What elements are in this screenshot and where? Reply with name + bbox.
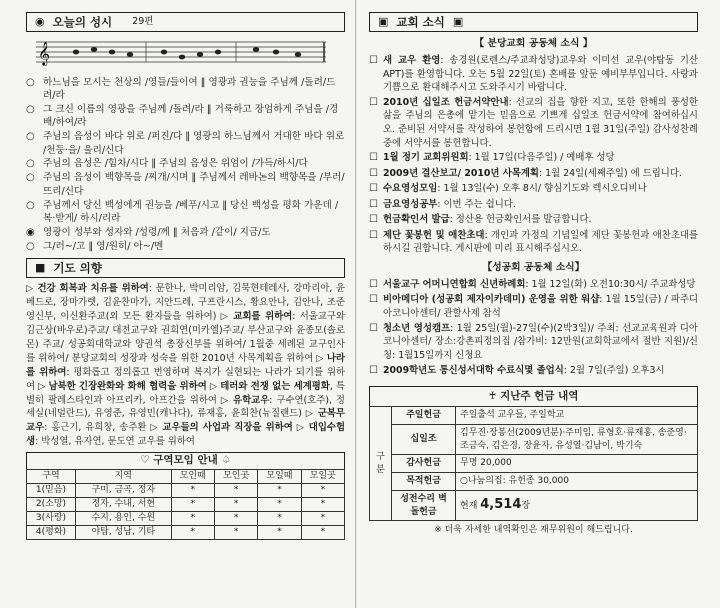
table-cell: * — [214, 512, 257, 526]
notice-item — [369, 151, 698, 166]
notice-lead: 2010년 십일조 헌금서약안내 — [383, 96, 509, 108]
notice-list — [369, 54, 698, 256]
verse-text: 영광이 성부와 성자와 /성령/께 ‖ 처음과 /같이/ 지금/도 — [43, 226, 271, 238]
triangle-icon: ▷ — [26, 283, 38, 295]
music-staff — [36, 38, 326, 66]
offering-label: 목적헌금 — [392, 473, 456, 491]
prayer-text: : 문한나, 박미리암, 김묵현테레사, 강마리아, 윤베드로, 장마가렛, 김윤찬마가, 지안드레, 구프란시스, 황요안나, 김안나, 조준영신부, 이신환주교(외 모든 환자들을 위하여) — [26, 283, 345, 323]
square-icon: ▣ — [452, 15, 464, 29]
notice-text: : 2월 7일(주일) 오후3시 — [563, 364, 665, 376]
table-row — [27, 498, 345, 512]
notice-text: : 정산용 헌금확인서를 발급합니다. — [449, 214, 592, 226]
notice-item — [369, 364, 698, 379]
hymn-title: 오늘의 성시 — [52, 14, 113, 29]
svg-text:𝄞: 𝄞 — [38, 41, 50, 65]
checkbox-icon: ☐ — [369, 214, 378, 226]
hymn-verses — [26, 76, 345, 255]
notice-item — [369, 278, 698, 293]
table-cell: * — [301, 512, 344, 526]
brick-prefix: 현재 — [460, 501, 478, 512]
district-table — [26, 469, 345, 540]
verse-text: 그/러~/고 ‖ 영/원히/ 아~/멘 — [43, 241, 164, 253]
notice-text: : 1월 12일(화) 오전10:30시/ 주교좌성당 — [525, 278, 696, 290]
table-cell: * — [214, 498, 257, 512]
notice-item — [369, 167, 698, 182]
notice-item — [369, 96, 698, 151]
notice-lead: 2009학년도 통신성서대학 수료식몇 졸업식 — [383, 364, 564, 376]
table-row — [370, 455, 698, 473]
news-header — [369, 12, 698, 32]
triangle-icon: ▷ — [220, 311, 234, 323]
prayer-text: : 홍근기, 유희창, 송주환 — [44, 422, 147, 434]
notice-text: : 선교의 집을 향한 지고, 또한 한해의 풍성한 삶을 주님의 은총에 맡기는 믿음으로 기쁘게 십일조 헌금서약에 참여하십시오. 준비된 서약서를 작성하여 봉헌함에 드리시면 1월 31일(주일) 감사성찬례 중에 서약서를 봉헌합니다. — [383, 96, 698, 149]
notice-item — [369, 229, 698, 256]
left-page — [0, 0, 356, 608]
table-cell: * — [258, 498, 301, 512]
table-cell: * — [171, 526, 214, 540]
hymn-header — [26, 12, 345, 32]
notice-lead: 1월 정기 교회위원회 — [383, 152, 469, 164]
offering-value: 무명 20,000 — [456, 455, 698, 473]
prayer-text: : 구수연(호주), 정세실(네덜란드), 유영준, 유영민(캐나다), 류재홍, 윤희찬(뉴질랜드) — [26, 394, 345, 420]
triangle-icon: ▷ — [38, 380, 49, 392]
category-cell: 구분 — [370, 407, 392, 521]
prayer-lead: 군복무교우 — [26, 408, 345, 434]
verse-text: 하느님을 모시는 천상의 /영들/들이여 ‖ 영광과 권능을 주님께 /돌려/드려/라 — [43, 76, 336, 102]
column-header: 모인곳 — [214, 470, 257, 484]
spade-icon: ♤ — [217, 454, 231, 467]
verse-radio-icon: ○ — [26, 172, 35, 184]
notice-lead: 제단 꽃봉헌 및 애찬초대 — [383, 229, 485, 241]
prayer-text: , 특별히 팔레스타인과 아프리카, 아프간을 위하여 — [26, 380, 345, 406]
offering-value: 김무진·장봉선(2009년분)·주미임, 류형호·류재홍, 송준영·조금숙, 김은경, 장윤자, 유성열·김남이, 박기숙 — [456, 424, 698, 455]
triangle-icon: ▷ — [209, 380, 221, 392]
notice-text: : 1월 24일(세째주일) 에 드립니다. — [538, 167, 682, 179]
verse-radio-icon: ○ — [26, 131, 35, 143]
triangle-icon: ▷ — [220, 394, 234, 406]
notice-text: : 송경원(로렌스/주교좌성당)교우와 이미선 교우(야탑동 기산APT)를 환영합니다. 오는 5월 22일(토) 혼배를 앞둔 예비부부입니다. 사랑과 기쁨으로 환대해주시고 도와주시기 바랍니다. — [383, 54, 699, 94]
table-cell: * — [171, 512, 214, 526]
column-header: 지역 — [75, 470, 171, 484]
table-cell: * — [258, 484, 301, 498]
table-header-row — [27, 470, 345, 484]
offering-label: 주일헌금 — [392, 407, 456, 425]
table-cell: * — [301, 526, 344, 540]
checkbox-icon: ☐ — [369, 294, 378, 306]
checkbox-icon: ☐ — [369, 152, 378, 164]
prayer-lead: 교우들의 사업과 직장을 위하여 — [162, 422, 293, 434]
notice-lead: 헌금확인서 발급 — [383, 214, 450, 226]
verse-text: 주님께서 당신 백성에게 권능을 /베푸/시고 ‖ 당신 백성을 평화 가운데 /복·받게/ 하시/리라 — [43, 199, 339, 225]
prayer-text: : 평화롭고 정의롭고 번영하며 복지가 실현되는 나라가 되기를 위하여 — [26, 366, 345, 392]
table-row — [370, 490, 698, 521]
column-header: 모일때 — [258, 470, 301, 484]
district-title: 구역모임 안내 — [153, 454, 218, 467]
verse-line-selected — [26, 226, 345, 240]
square-icon: ▣ — [378, 15, 389, 29]
checkbox-icon: ☐ — [369, 183, 378, 195]
verse-line — [26, 157, 345, 171]
table-cell: 정자, 수내, 서현 — [75, 498, 171, 512]
verse-line — [26, 240, 345, 254]
table-cell: 수지, 용인, 수원 — [75, 512, 171, 526]
notice-item — [369, 322, 698, 363]
offering-footnote: ※ 더욱 자세한 내역확인은 재무위원이 해드립니다. — [434, 525, 633, 536]
cross-icon: ♰ — [488, 390, 501, 403]
filled-radio-icon: ◉ — [35, 15, 45, 29]
brick-suffix: 장 — [521, 501, 531, 512]
triangle-icon: ▷ — [305, 408, 318, 420]
right-page — [357, 0, 720, 608]
verse-line — [26, 76, 345, 103]
checkbox-icon: ☐ — [369, 229, 378, 241]
notice-lead: 청소년 영성캠프 — [383, 322, 451, 334]
offering-label: 감사헌금 — [392, 455, 456, 473]
notice-item — [369, 182, 698, 197]
prayer-header — [26, 258, 345, 278]
notice-item — [369, 293, 698, 320]
table-cell: * — [301, 484, 344, 498]
news-title: 교회 소식 — [396, 14, 445, 29]
notice-lead: 비아메디아 (성공회 제자이카데미) 운영을 위한 워샵 — [383, 294, 600, 306]
offering-value: ○나눔의집: 유헌종 30,000 — [456, 473, 698, 491]
offering-label: 십일조 — [392, 424, 456, 455]
table-row — [27, 484, 345, 498]
table-cell: * — [301, 498, 344, 512]
table-cell: 구미, 금곡, 정자 — [75, 484, 171, 498]
district-table-title — [26, 452, 345, 469]
prayer-title: 기도 의향 — [53, 261, 102, 276]
heart-icon: ♡ — [140, 454, 154, 467]
verse-radio-icon: ◉ — [26, 226, 35, 238]
checkbox-icon: ☐ — [369, 364, 378, 376]
notice-text: : 1월 17일(다음주일) / 예배후 성당 — [468, 152, 615, 164]
verse-text: 주님의 음성이 바다 위로 /퍼진/다 ‖ 영광의 하느님께서 거대한 바다 위로 /천둥·을/ 울리/신다 — [43, 131, 345, 156]
square-icon: ■ — [35, 261, 46, 275]
verse-line — [26, 171, 345, 198]
prayer-intentions — [26, 282, 345, 449]
notice-list — [369, 278, 698, 378]
table-row — [27, 512, 345, 526]
table-cell: * — [214, 484, 257, 498]
verse-line — [26, 130, 345, 157]
checkbox-icon: ☐ — [369, 54, 378, 66]
verse-radio-icon: ○ — [26, 199, 35, 211]
prayer-lead: 테러와 전쟁 없는 세계평화 — [220, 380, 330, 392]
table-cell: 4(평화) — [27, 526, 76, 540]
triangle-icon: ▷ — [316, 352, 327, 364]
table-cell: 1(믿음) — [27, 484, 76, 498]
section-heading: 【성공회 공동체 소식】 — [482, 262, 585, 274]
verse-line — [26, 103, 345, 130]
verse-radio-icon: ○ — [26, 241, 35, 253]
checkbox-icon: ☐ — [369, 322, 378, 334]
notice-text: : 이번 주는 쉽니다. — [437, 198, 516, 210]
table-cell: * — [171, 498, 214, 512]
prayer-lead: 건강 회복과 치유를 위하여 — [37, 283, 149, 295]
prayer-lead: 나라를 위하여 — [26, 352, 345, 378]
table-cell: 2(소망) — [27, 498, 76, 512]
offering-table-title — [369, 386, 698, 406]
prayer-text: : 박성열, 유자연, 문도연 교우를 위하여 — [35, 436, 195, 448]
offering-value-cell — [456, 490, 698, 521]
table-row — [27, 526, 345, 540]
notice-lead: 수요영성모임 — [383, 183, 438, 195]
brick-count: 4,514 — [480, 497, 522, 513]
table-row — [370, 424, 698, 455]
offering-table — [369, 406, 698, 521]
notice-text: : 1월 15일(금) / 파주디아코니아센터/ 관할사제 참석 — [383, 294, 698, 320]
prayer-lead: 남북한 긴장완화와 화해 협력을 위하여 — [48, 380, 207, 392]
triangle-icon: ▷ — [150, 422, 163, 434]
notice-text: : 1월 13일(수) 오후 8시/ 향심기도와 렉시오디비나 — [437, 183, 647, 195]
table-row — [370, 473, 698, 491]
table-cell: * — [214, 526, 257, 540]
verse-radio-icon: ○ — [26, 158, 35, 170]
verse-line — [26, 199, 345, 226]
prayer-lead: 대입수험생 — [26, 422, 346, 448]
offering-label: 성전수리 벽돌헌금 — [392, 490, 456, 521]
offering-title: 지난주 헌금 내역 — [500, 390, 579, 403]
notice-lead: 금요영성공부 — [383, 198, 438, 210]
table-cell: * — [171, 484, 214, 498]
checkbox-icon: ☐ — [369, 278, 378, 290]
table-cell: * — [258, 512, 301, 526]
notice-item — [369, 198, 698, 213]
table-row — [370, 407, 698, 425]
notice-lead: 2009년 결산보고/ 2010년 사목계획 — [383, 167, 539, 179]
notice-item — [369, 213, 698, 228]
prayer-lead: 교회를 위하여 — [233, 311, 293, 323]
verse-text: 그 크신 이름의 영광을 주님께 /돌려/라 ‖ 거룩하고 장엄하게 주님을 /경배/하여/라 — [43, 103, 339, 129]
prayer-lead: 유학교우 — [233, 394, 270, 406]
checkbox-icon: ☐ — [369, 96, 378, 108]
notice-item — [369, 54, 698, 95]
hymn-number: 29편 — [132, 16, 154, 28]
verse-radio-icon: ○ — [26, 76, 35, 88]
table-cell: * — [258, 526, 301, 540]
verse-text: 주님의 음성이 백향목을 /찌개/시며 ‖ 주님께서 레바논의 백향목을 /부러/뜨리/신다 — [43, 172, 345, 198]
checkbox-icon: ☐ — [369, 167, 378, 179]
verse-text: 주님의 음성은 /힘차/시다 ‖ 주님의 음성은 위엄이 /가득/하시/다 — [43, 158, 308, 170]
table-cell: 야탑, 성남, 기타 — [75, 526, 171, 540]
table-cell: 3(사랑) — [27, 512, 76, 526]
triangle-icon: ▷ — [296, 422, 309, 434]
notice-lead: 서울교구 어머니연합회 신년하례회 — [383, 278, 526, 290]
verse-radio-icon: ○ — [26, 103, 35, 115]
section-heading: 【 분당교회 공동체 소식 】 — [474, 38, 593, 49]
notice-text: : 개인과 가정의 기념일에 제단 꽃봉헌과 애찬초대를 하시길 권합니다. 게시판에 미리 표시해주십시오. — [383, 229, 698, 255]
column-header: 모일곳 — [301, 470, 344, 484]
prayer-text: : 서울교구와 김근상(바우로)주교/ 대전교구와 권희연(미카엘)주교/ 부산교구와 윤종모(솔로몬) 주교/ 성공회대학교와 양권석 총장신부를 위하여/ 1월중 세례된 교구인사를 위하여/ 분당교회의 성장과 성숙을 위한 2010년 사목계획을 위하여 — [26, 311, 346, 364]
notice-lead: 새 교우 환영 — [383, 54, 441, 66]
column-header: 구역 — [27, 470, 76, 484]
notice-text: : 1월 25일(월)-27일(수)(2박3일)/ 주최: 선교교육원과 디아코니아센터/ 장소:강촌피정의집 /참가비: 12만원(교회학교에서 절반 지원)/신청: 1월15일까지 신청요 — [383, 322, 698, 361]
offering-value: 주일출석 교우들, 주일학교 — [456, 407, 698, 425]
column-header: 모인때 — [171, 470, 214, 484]
checkbox-icon: ☐ — [369, 198, 378, 210]
